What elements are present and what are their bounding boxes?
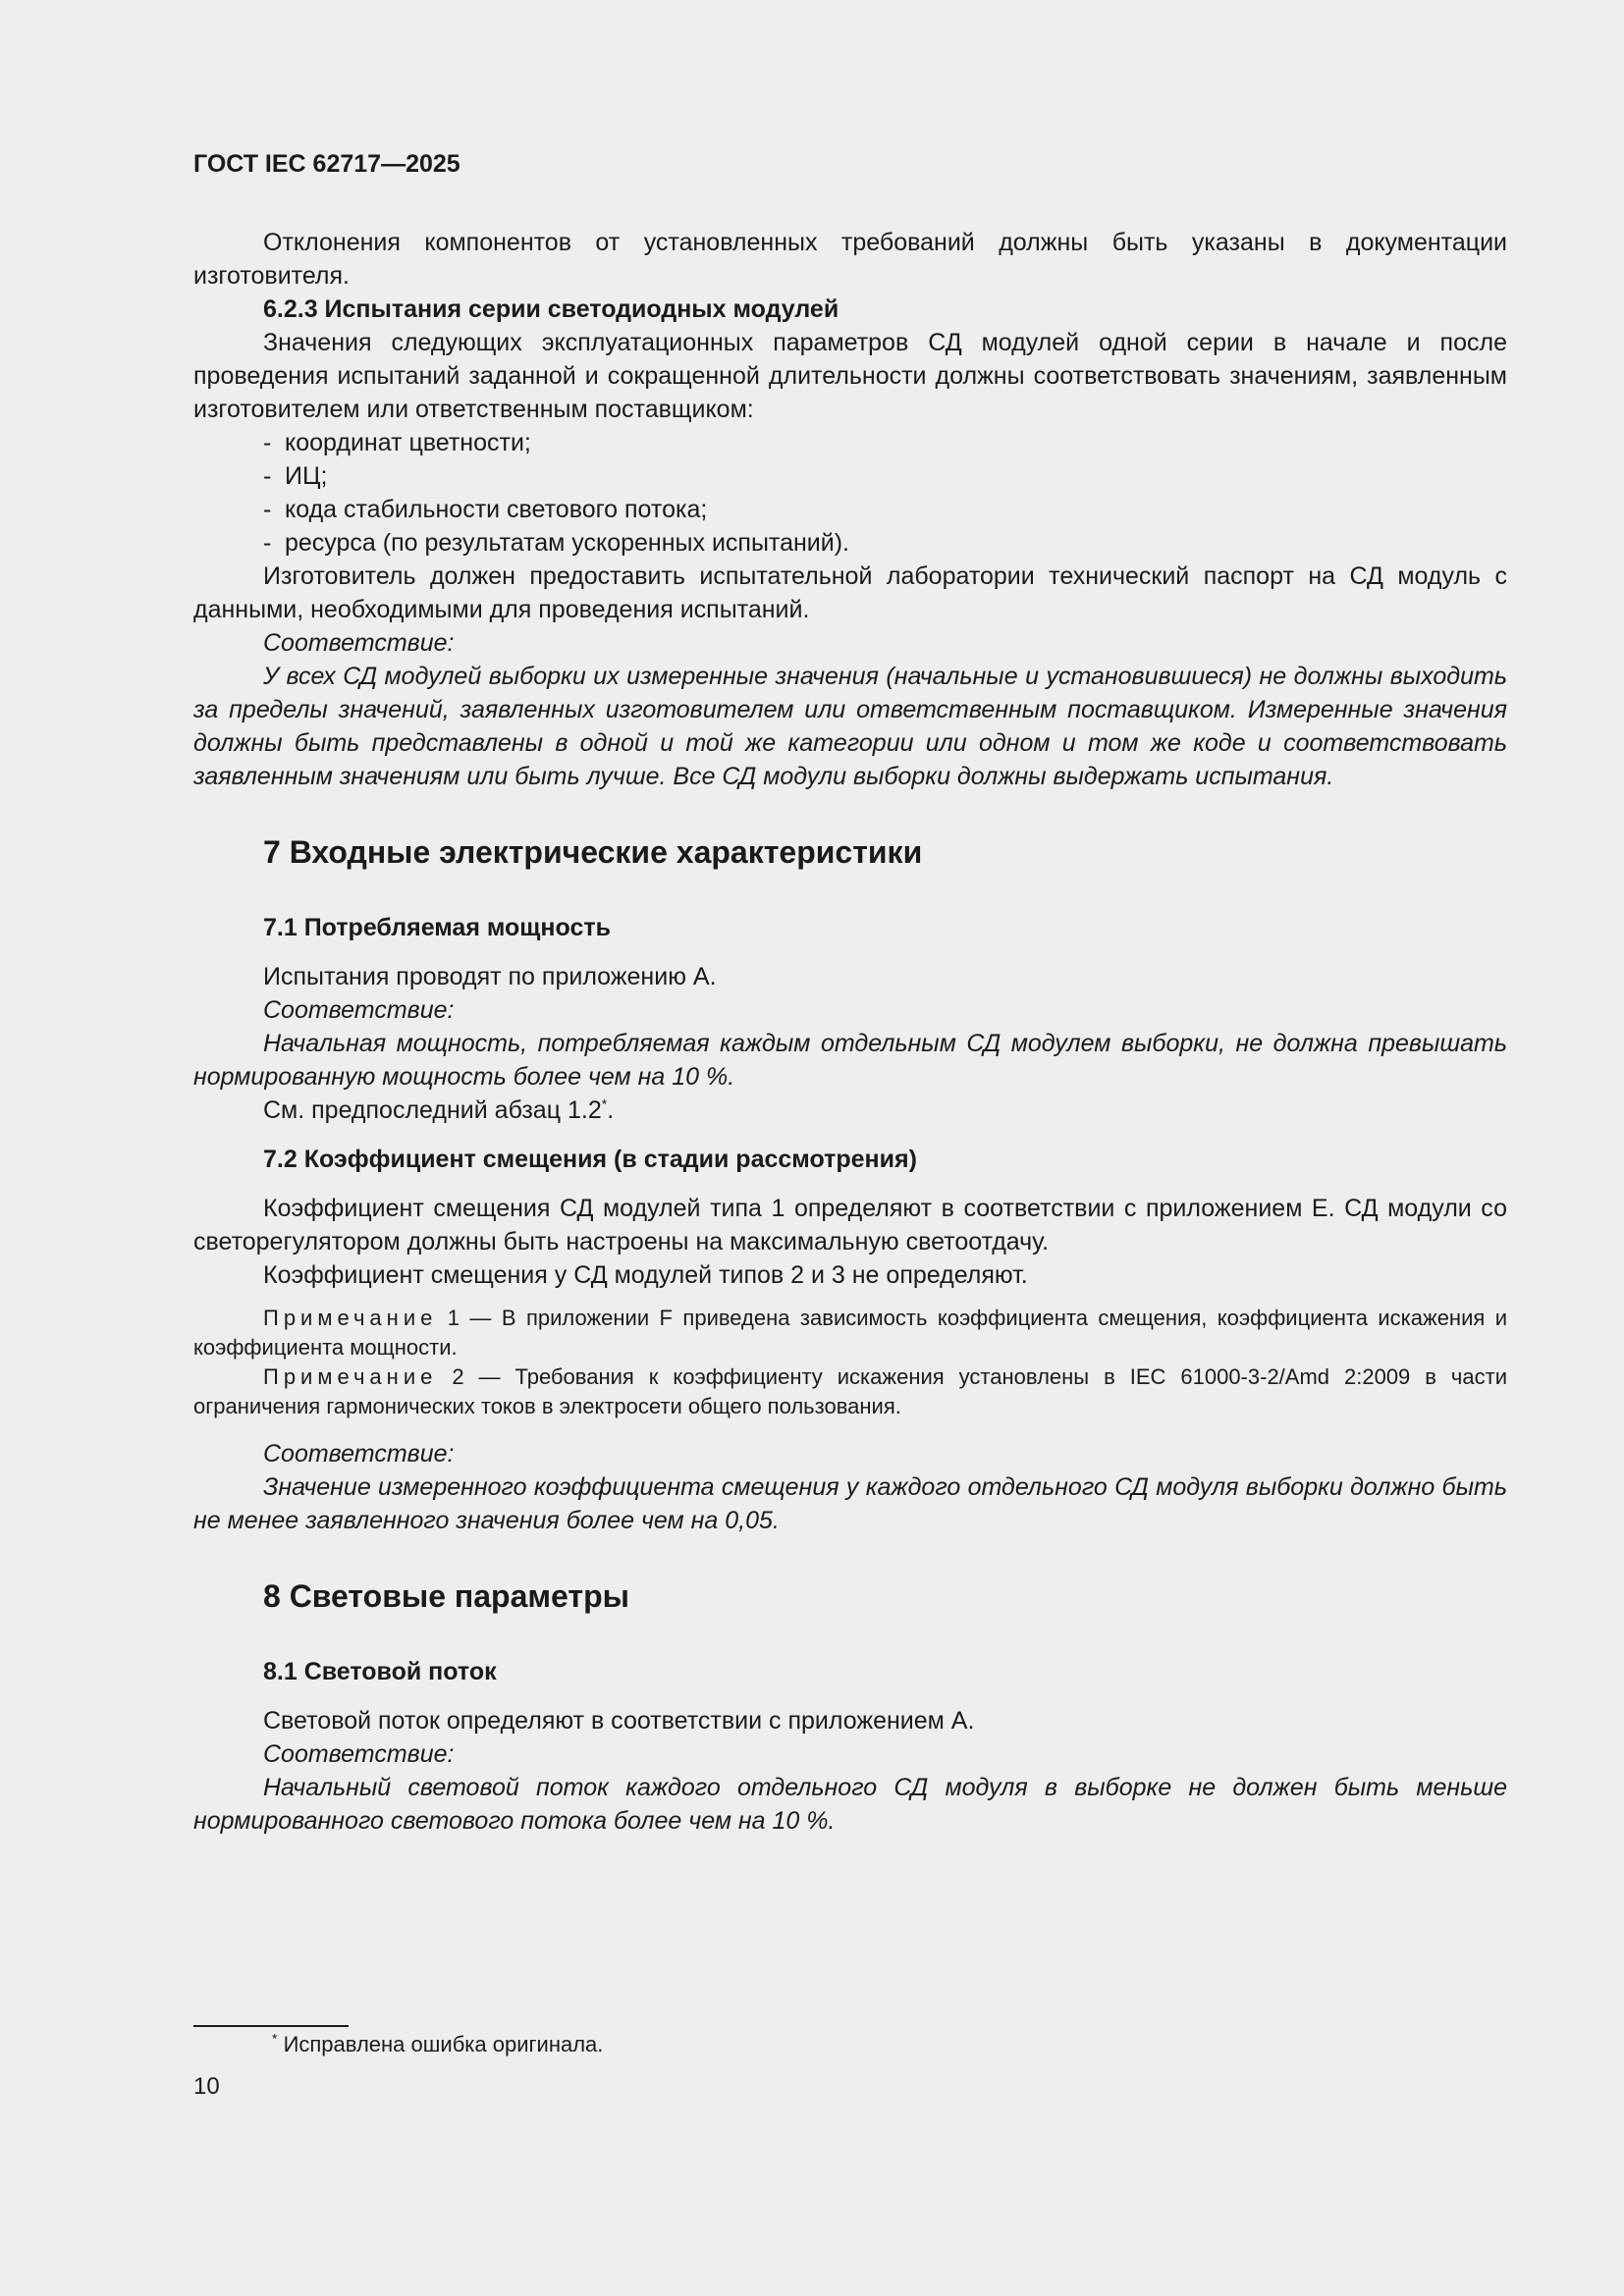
compliance-text: У всех СД модулей выборки их измеренные значения (начальные и установившиеся) не должны выходить за пределы значений, заявленных изготовителем или ответственным поставщиком. Измеренные значения должны быть представлены в одной и той же категории или одном и том же коде и соответствовать заявленным значениям или быть лучше. Все СД модули выборки должны выдержать испытания. xyxy=(193,663,1507,790)
parameter-list xyxy=(193,426,1507,560)
section-7-1-paragraph: Испытания проводят по приложению А. xyxy=(263,963,717,990)
compliance-text: Значение измеренного коэффициента смещения у каждого отдельного СД модуля выборки должно быть не менее заявленного значения более чем на 0,05. xyxy=(193,1473,1507,1534)
compliance-text: Начальная мощность, потребляемая каждым отдельным СД модулем выборки, не должна превышать нормированную мощность более чем на 10 %. xyxy=(193,1030,1507,1091)
footnote-marker: * xyxy=(601,1095,608,1112)
page-content xyxy=(193,226,1507,1838)
section-7-heading: 7 Входные электрические характеристики xyxy=(263,834,923,870)
document-header: ГОСТ IEC 62717—2025 xyxy=(193,150,460,178)
list-item: - ИЦ; xyxy=(263,462,328,490)
note-1: Примечание 1 — В приложении F приведена зависимость коэффициента смещения, коэффициента искажения и коэффициента мощности. xyxy=(193,1306,1507,1360)
section-6-2-3-heading: 6.2.3 Испытания серии светодиодных модулей xyxy=(263,295,839,323)
section-6-2-3-paragraph: Значения следующих эксплуатационных параметров СД модулей одной серии в начале и после проведения испытаний заданной и сокращенной длительности должны соответствовать значениям, заявленным изготовителем или ответственным поставщиком: xyxy=(193,329,1507,423)
note-2: Примечание 2 — Требования к коэффициенту искажения установлены в IEC 61000-3-2/Amd 2:2009 в части ограничения гармонических токов в электросети общего пользования. xyxy=(193,1364,1507,1418)
section-7-2-paragraph: Коэффициент смещения СД модулей типа 1 определяют в соответствии с приложением Е. СД модули со светорегулятором должны быть настроены на максимальную светоотдачу. xyxy=(193,1195,1507,1255)
section-7-2-paragraph-2: Коэффициент смещения у СД модулей типов 2 и 3 не определяют. xyxy=(263,1261,1028,1289)
manufacturer-paragraph: Изготовитель должен предоставить испытательной лаборатории технический паспорт на СД модуль с данными, необходимыми для проведения испытаний. xyxy=(193,562,1507,623)
section-8-1-paragraph: Световой поток определяют в соответствии с приложением А. xyxy=(263,1707,975,1735)
compliance-text: Начальный световой поток каждого отдельного СД модуля в выборке не должен быть меньше нормированного светового потока более чем на 10 %. xyxy=(193,1774,1507,1835)
section-7-2-heading: 7.2 Коэффициент смещения (в стадии рассмотрения) xyxy=(263,1146,917,1173)
reference-paragraph: См. предпоследний абзац 1.2*. xyxy=(263,1095,615,1124)
section-8-1-heading: 8.1 Световой поток xyxy=(263,1658,497,1685)
footnote-separator xyxy=(193,2025,349,2027)
page-number: 10 xyxy=(193,2073,220,2100)
compliance-label: Соответствие: xyxy=(263,1740,455,1768)
list-item: - координат цветности; xyxy=(263,429,531,456)
section-8-heading: 8 Световые параметры xyxy=(263,1578,629,1614)
footnote: * Исправлена ошибка оригинала. xyxy=(272,2030,604,2056)
compliance-label: Соответствие: xyxy=(263,1440,455,1468)
compliance-label: Соответствие: xyxy=(263,996,455,1024)
footnote-mark: * xyxy=(272,2030,278,2047)
compliance-label: Соответствие: xyxy=(263,629,455,657)
list-item: - ресурса (по результатам ускоренных испытаний). xyxy=(263,529,849,557)
section-7-1-heading: 7.1 Потребляемая мощность xyxy=(263,914,611,941)
list-item: - кода стабильности светового потока; xyxy=(263,496,708,523)
intro-paragraph: Отклонения компонентов от установленных требований должны быть указаны в документации изготовителя. xyxy=(193,229,1507,290)
